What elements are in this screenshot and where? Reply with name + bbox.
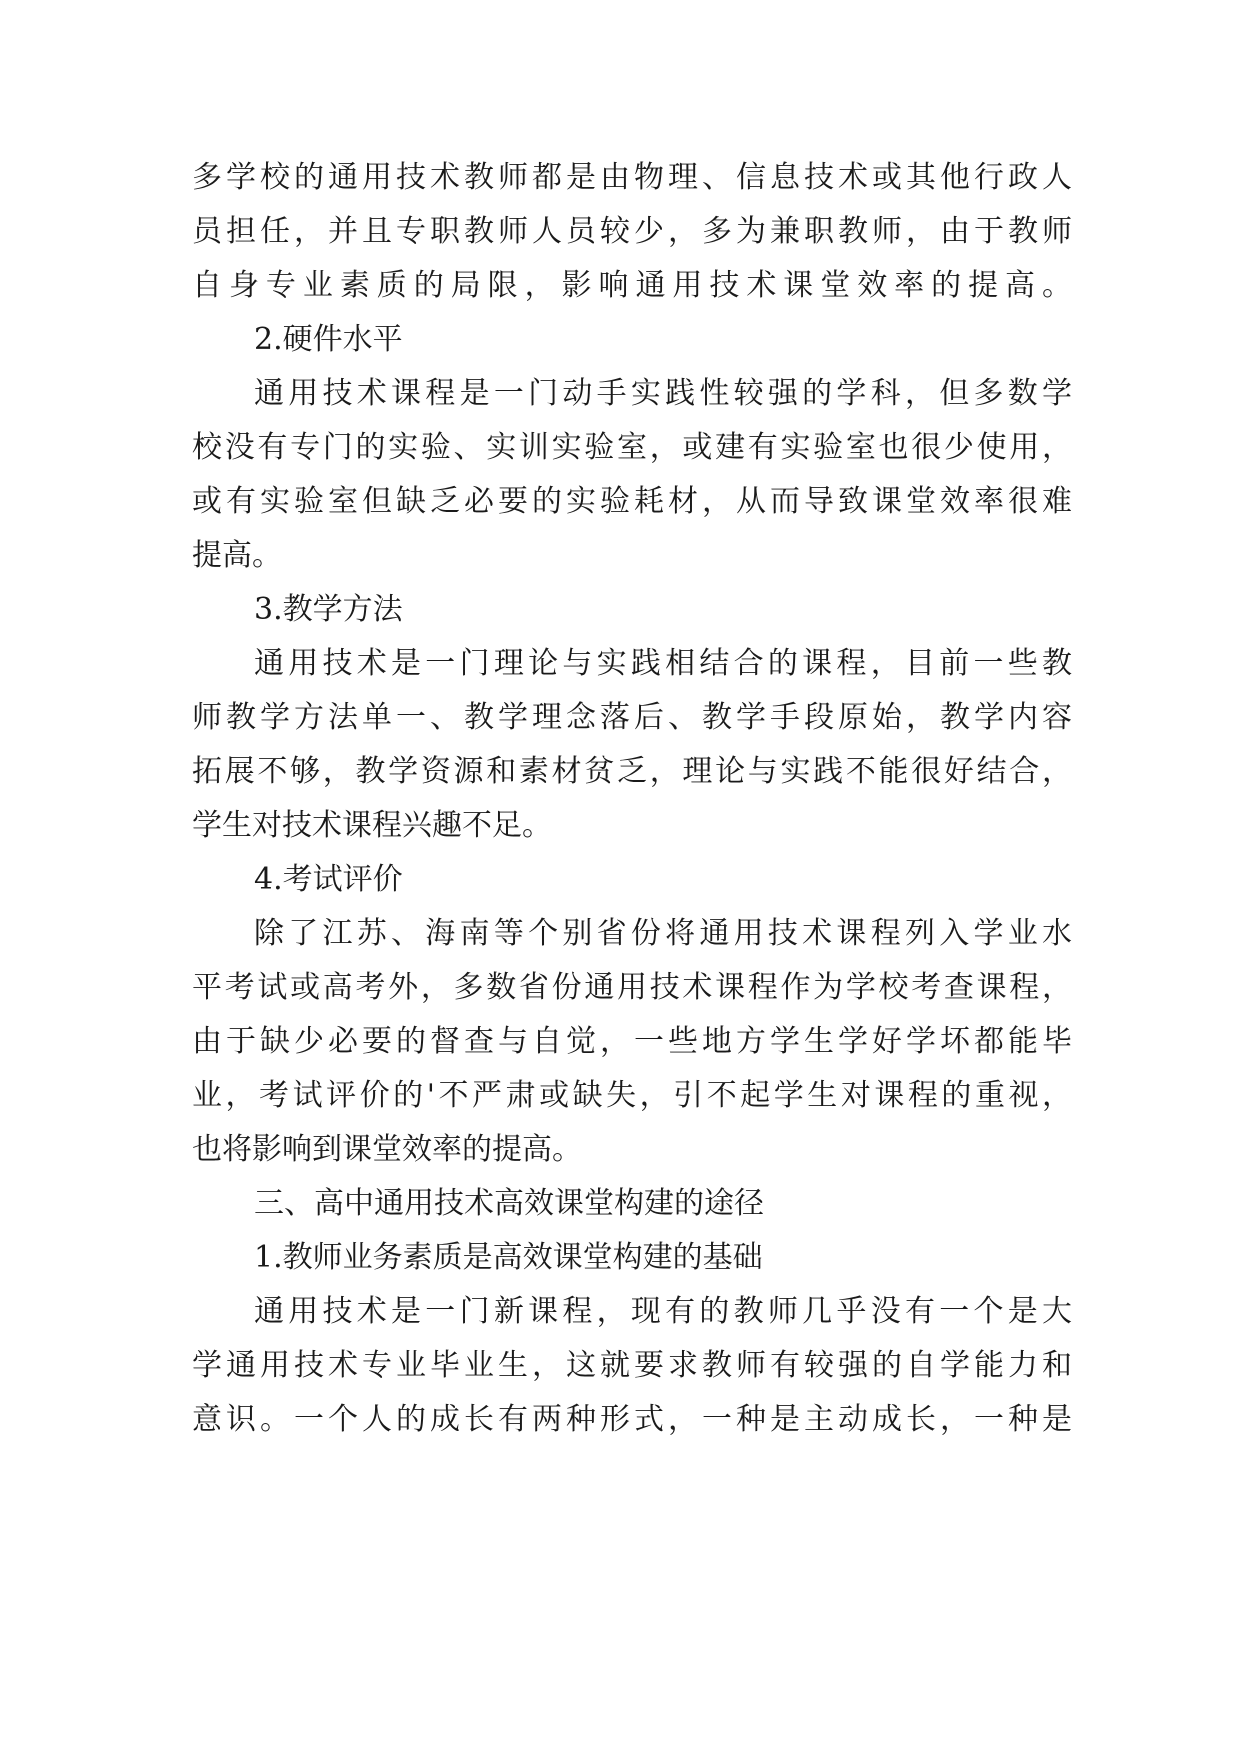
body-text-line: 通用技术是一门新课程，现有的教师几乎没有一个是大 bbox=[254, 1294, 1072, 1329]
body-text-line: 除了江苏、海南等个别省份将通用技术课程列入学业水 bbox=[254, 916, 1072, 951]
body-text-line: 校没有专门的实验、实训实验室，或建有实验室也很少使用， bbox=[192, 430, 1072, 465]
body-text-line: 业，考试评价的'不严肃或缺失，引不起学生对课程的重视， bbox=[192, 1078, 1072, 1113]
body-text-line: 员担任，并且专职教师人员较少，多为兼职教师，由于教师 bbox=[192, 214, 1072, 249]
body-text-line: 学通用技术专业毕业生，这就要求教师有较强的自学能力和 bbox=[192, 1348, 1072, 1383]
section-heading: 3.教学方法 bbox=[254, 592, 403, 627]
body-text-line: 提高。 bbox=[192, 538, 282, 573]
body-text-line: 学生对技术课程兴趣不足。 bbox=[192, 808, 552, 843]
body-text-line: 或有实验室但缺乏必要的实验耗材，从而导致课堂效率很难 bbox=[192, 484, 1072, 519]
body-text-line: 拓展不够，教学资源和素材贫乏，理论与实践不能很好结合， bbox=[192, 754, 1072, 789]
body-text-line: 平考试或高考外，多数省份通用技术课程作为学校考查课程， bbox=[192, 970, 1072, 1005]
section-heading: 4.考试评价 bbox=[254, 862, 403, 897]
body-text-line: 也将影响到课堂效率的提高。 bbox=[192, 1132, 582, 1167]
body-text-line: 通用技术是一门理论与实践相结合的课程，目前一些教 bbox=[254, 646, 1072, 681]
body-text-line: 师教学方法单一、教学理念落后、教学手段原始，教学内容 bbox=[192, 700, 1072, 735]
section-heading: 三、高中通用技术高效课堂构建的途径 bbox=[254, 1186, 764, 1221]
body-text-line: 意识。一个人的成长有两种形式，一种是主动成长，一种是 bbox=[192, 1402, 1072, 1437]
section-heading: 1.教师业务素质是高效课堂构建的基础 bbox=[254, 1240, 763, 1275]
body-text-line: 自身专业素质的局限，影响通用技术课堂效率的提高。 bbox=[192, 268, 1072, 303]
body-text-line: 由于缺少必要的督查与自觉，一些地方学生学好学坏都能毕 bbox=[192, 1024, 1072, 1059]
body-text-line: 多学校的通用技术教师都是由物理、信息技术或其他行政人 bbox=[192, 160, 1072, 195]
section-heading: 2.硬件水平 bbox=[254, 322, 403, 357]
body-text-line: 通用技术课程是一门动手实践性较强的学科，但多数学 bbox=[254, 376, 1072, 411]
